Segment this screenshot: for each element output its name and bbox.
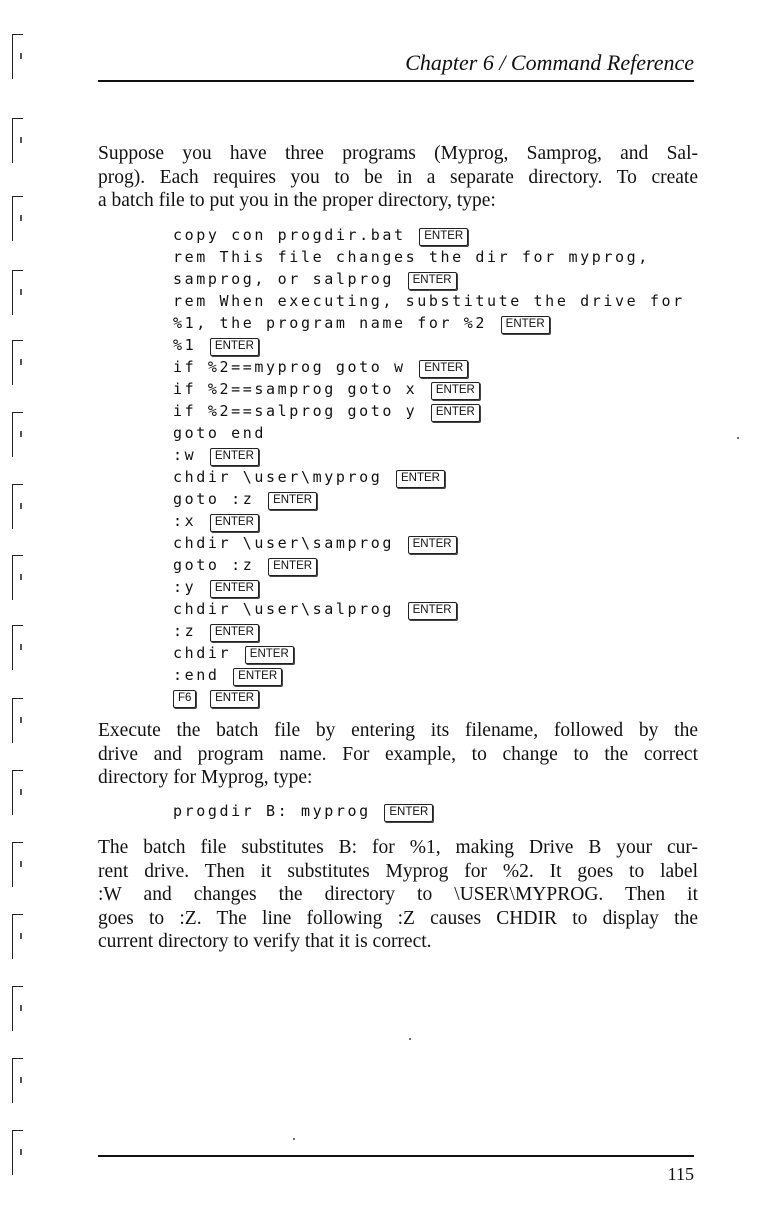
- binding-mark: [12, 842, 23, 887]
- code-text: chdir \user\samprog: [173, 534, 394, 552]
- code-text: if %2==samprog goto x: [173, 380, 418, 398]
- paragraph-line: The batch file substitutes B: for %1, making Drive B your cur-: [98, 837, 698, 858]
- enter-key: ENTER: [245, 646, 294, 664]
- scan-speck: [737, 437, 739, 439]
- footer-rule: [98, 1155, 694, 1157]
- scan-speck: [409, 1038, 411, 1040]
- final-keys-line: [173, 686, 713, 708]
- code-line: [173, 224, 713, 246]
- enter-key: ENTER: [408, 602, 457, 620]
- enter-key: ENTER: [210, 624, 259, 642]
- code-text: chdir \user\myprog: [173, 468, 383, 486]
- code-line: [173, 510, 713, 532]
- binding-mark: [12, 698, 23, 743]
- code-line: [173, 444, 713, 466]
- batch-file-listing: [173, 224, 713, 686]
- code-text: rem When executing, substitute the drive for: [173, 292, 685, 310]
- enter-key: ENTER: [233, 668, 282, 686]
- code-line: [173, 576, 713, 598]
- page-number: 115: [667, 1164, 694, 1184]
- scan-speck: [293, 1138, 295, 1140]
- paragraph-line: a batch file to put you in the proper directory, type:: [98, 190, 496, 211]
- binding-mark: [12, 484, 23, 529]
- code-line: [173, 290, 713, 312]
- code-text: chdir: [173, 644, 232, 662]
- enter-key: ENTER: [384, 804, 433, 822]
- paragraph-line: Execute the batch file by entering its filename, followed by the: [98, 720, 698, 741]
- code-line: [173, 642, 713, 664]
- code-text: copy con progdir.bat: [173, 226, 406, 244]
- binding-mark: [12, 270, 23, 315]
- explanation-paragraph: [98, 836, 698, 954]
- code-line: [173, 620, 713, 642]
- example-command: [173, 800, 713, 822]
- header-rule: [98, 80, 694, 82]
- enter-key: ENTER: [419, 360, 468, 378]
- enter-key: ENTER: [210, 580, 259, 598]
- binding-mark: [12, 412, 23, 457]
- code-line: [173, 554, 713, 576]
- enter-key: ENTER: [419, 228, 468, 246]
- code-text: :w: [173, 446, 197, 464]
- code-line: [173, 488, 713, 510]
- binding-mark: [12, 1058, 23, 1103]
- binding-mark: [12, 625, 23, 670]
- code-text: goto :z: [173, 490, 255, 508]
- code-text: :x: [173, 512, 197, 530]
- enter-key: ENTER: [268, 558, 317, 576]
- code-text: :y: [173, 578, 197, 596]
- code-line: [173, 466, 713, 488]
- code-line: [173, 356, 713, 378]
- code-line: [173, 378, 713, 400]
- code-line: [173, 334, 713, 356]
- binding-mark: [12, 196, 23, 241]
- f6-key: F6: [173, 690, 196, 708]
- intro-paragraph: [98, 142, 698, 213]
- enter-key: ENTER: [431, 404, 480, 422]
- enter-key: ENTER: [408, 272, 457, 290]
- paragraph-line: :W and changes the directory to \USER\MYPROG. Then it: [98, 884, 698, 905]
- running-head: Chapter 6 / Command Reference: [405, 50, 694, 75]
- paragraph-line: current directory to verify that it is correct.: [98, 931, 432, 952]
- binding-mark: [12, 34, 23, 79]
- code-line: [173, 598, 713, 620]
- enter-key: ENTER: [268, 492, 317, 510]
- code-line: [173, 246, 713, 268]
- code-text: :end: [173, 666, 220, 684]
- code-line: [173, 664, 713, 686]
- code-text: %1, the program name for %2: [173, 314, 488, 332]
- code-line: [173, 422, 713, 444]
- code-text: if %2==salprog goto y: [173, 402, 418, 420]
- binding-mark: [12, 986, 23, 1031]
- binding-mark: [12, 118, 23, 163]
- paragraph-line: prog). Each requires you to be in a separate directory. To create: [98, 166, 698, 188]
- code-text: %1: [173, 336, 197, 354]
- binding-mark: [12, 1130, 23, 1175]
- enter-key: ENTER: [408, 536, 457, 554]
- execute-paragraph: [98, 719, 698, 790]
- binding-mark: [12, 914, 23, 959]
- code-text: goto :z: [173, 556, 255, 574]
- code-text: rem This file changes the dir for myprog,: [173, 248, 650, 266]
- code-line: [173, 268, 713, 290]
- paragraph-line: goes to :Z. The line following :Z causes CHDIR to display the: [98, 907, 698, 929]
- command-text: progdir B: myprog: [173, 802, 371, 820]
- code-line: [173, 312, 713, 334]
- paragraph-line: rent drive. Then it substitutes Myprog for %2. It goes to label: [98, 860, 698, 882]
- enter-key: ENTER: [210, 514, 259, 532]
- code-text: goto end: [173, 424, 267, 442]
- paragraph-line: Suppose you have three programs (Myprog, Samprog, and Sal-: [98, 143, 698, 164]
- code-line: [173, 532, 713, 554]
- code-text: samprog, or salprog: [173, 270, 394, 288]
- enter-key: ENTER: [396, 470, 445, 488]
- enter-key: ENTER: [210, 690, 259, 708]
- binding-mark: [12, 555, 23, 600]
- binding-mark: [12, 340, 23, 385]
- enter-key: ENTER: [210, 448, 259, 466]
- enter-key: ENTER: [501, 316, 550, 334]
- code-line: [173, 400, 713, 422]
- code-text: :z: [173, 622, 197, 640]
- paragraph-line: drive and program name. For example, to change to the correct: [98, 743, 698, 765]
- enter-key: ENTER: [431, 382, 480, 400]
- paragraph-line: directory for Myprog, type:: [98, 767, 313, 788]
- binding-mark: [12, 770, 23, 815]
- code-text: if %2==myprog goto w: [173, 358, 406, 376]
- enter-key: ENTER: [210, 338, 259, 356]
- code-text: chdir \user\salprog: [173, 600, 394, 618]
